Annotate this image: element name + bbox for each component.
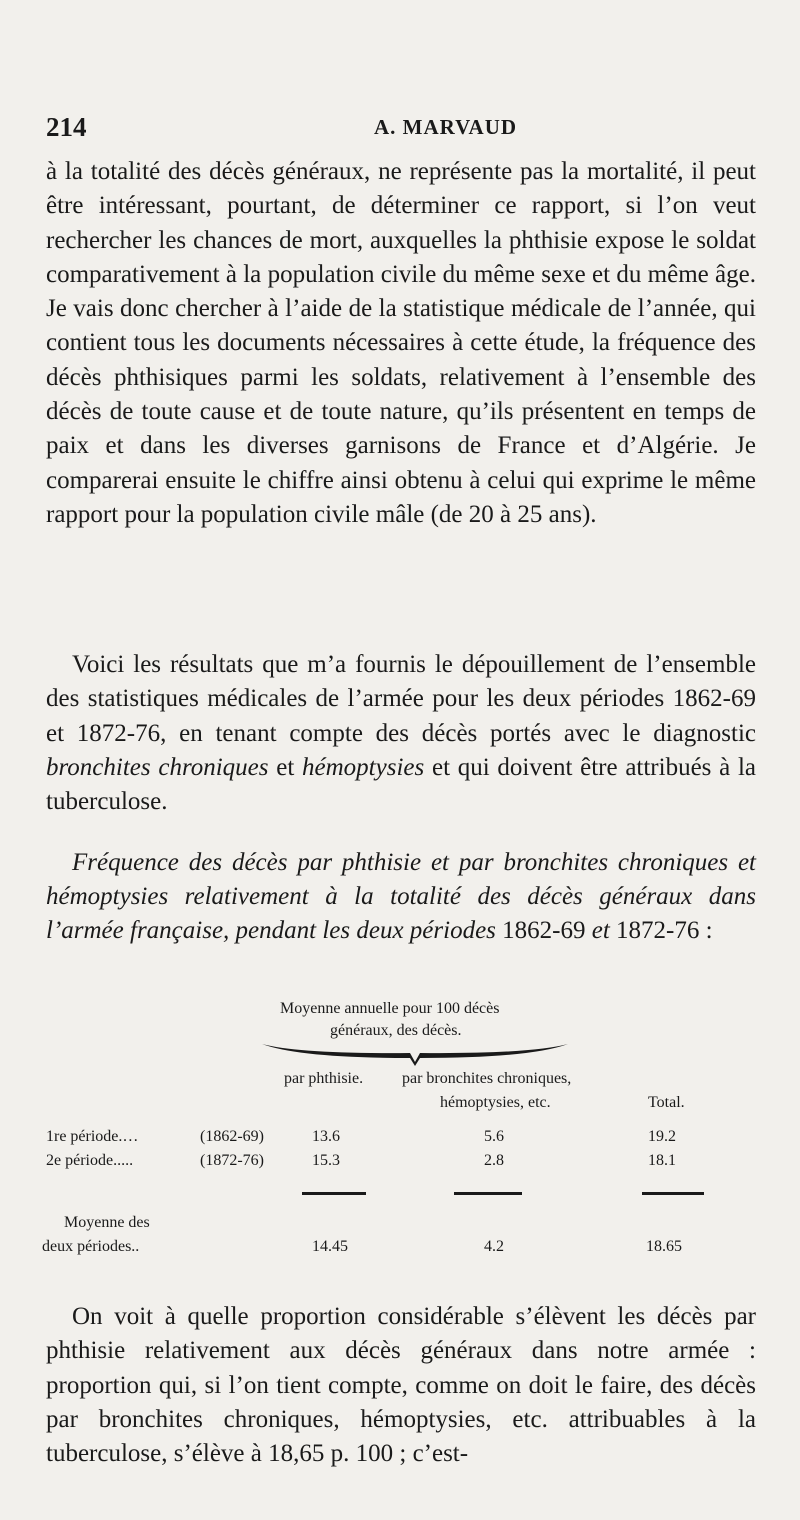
paragraph-1: à la totalité des décès généraux, ne représente pas la mortalité, il peut être intéressant, pourtant, de déterminer ce rapport, si l’on veut rechercher les chances de mort, auxquelles la phthisie expose le soldat comparativement à la population civile du même sexe et du même âge. Je vais donc chercher à l’aide de la statistique médicale de l’année, qui contient tous les documents nécessaires à cette étude, la fréquence des décès phthisiques parmi les soldats, relativement à l’ensemble des décès de toute cause et de toute nature, qu’ils présentent en temps de paix et dans les diverses garnisons de France et d’Algérie. Je comparerai ensuite le chiffre ainsi obtenu à celui qui exprime le même rapport pour la population civile mâle (de 20 à 25 ans). (46, 158, 756, 528)
caption-years-2: 1872-76 : (616, 917, 713, 944)
paragraph-2-text-b: et (276, 753, 295, 781)
table-row-1-years: (1862-69) (200, 1128, 264, 1145)
table-row-2-phthisie: 15.3 (312, 1152, 340, 1169)
paragraph-2-italic-2: hémoptysies (302, 753, 425, 781)
paragraph-2-text-c: et qui doivent être attribués à la tuberculose. (46, 753, 756, 816)
table-row-1-bronchites: 5.6 (484, 1128, 504, 1145)
col-header-total: Total. (648, 1094, 685, 1111)
paragraph-2-text-a: Voici les résultats que m’a fournis le dépouillement de l’ensemble des statistiques médicales de l’armée pour les deux périodes 1862-69 et 1872-76, en tenant compte des décès portés avec le diagnostic (46, 651, 756, 747)
col-header-phthisie: par phthisie. (284, 1070, 364, 1087)
sum-rule-total (642, 1192, 704, 1195)
col-header-bronchites-line2: hémoptysies, etc. (440, 1094, 551, 1111)
table-caption (46, 846, 756, 948)
paragraph-2-italic-1: bronchites chroniques (46, 753, 269, 781)
caption-text-a: Fréquence des décès par phthisie et par bronchites chroniques et hémoptysies relativement à la totalité des décès généraux dans l’armée française, pendant les deux périodes (46, 849, 756, 944)
page-header (46, 112, 756, 146)
table-group-header-line2: généraux, des décès. (330, 1022, 462, 1039)
caption-text-c: et (591, 917, 610, 944)
mean-total: 18.65 (646, 1238, 682, 1255)
sum-rule-phthisie (302, 1192, 366, 1195)
table-row-1-phthisie: 13.6 (312, 1128, 340, 1145)
paragraph-3: On voit à quelle proportion considérable s’élèvent les décès par phthisie relativement aux décès généraux dans notre armée : proportion qui, si l’on tient compte, comme on doit le faire, des décès par bronchites chroniques, hémoptysies, etc. attribuables à la tuberculose, s’élève à 18,65 p. 100 ; c’est- (46, 1303, 756, 1468)
running-head: A. MARVAUD (374, 115, 518, 139)
paragraph-2 (46, 648, 756, 819)
table-brace (260, 1042, 570, 1068)
table-row-1-label: 1re période.… (46, 1128, 139, 1145)
sum-rule-bronchites (454, 1192, 522, 1195)
mean-label-line1: Moyenne des (64, 1214, 150, 1231)
table-row-2-bronchites: 2.8 (484, 1152, 504, 1169)
table-row-2-label: 2e période..... (46, 1152, 134, 1169)
caption-years-1: 1862-69 (502, 917, 586, 944)
statistics-table (40, 996, 760, 1276)
col-header-bronchites-line1: par bronchites chroniques, (402, 1070, 572, 1087)
page-number: 214 (46, 112, 87, 142)
table-row-1-total: 19.2 (648, 1128, 676, 1145)
mean-bronchites: 4.2 (484, 1238, 504, 1255)
mean-phthisie: 14.45 (312, 1238, 348, 1255)
table-group-header-line1: Moyenne annuelle pour 100 décès (280, 1000, 500, 1017)
table-row-2-years: (1872-76) (200, 1152, 264, 1169)
table-row-2-total: 18.1 (648, 1152, 676, 1169)
mean-label-line2: deux périodes.. (42, 1238, 140, 1255)
